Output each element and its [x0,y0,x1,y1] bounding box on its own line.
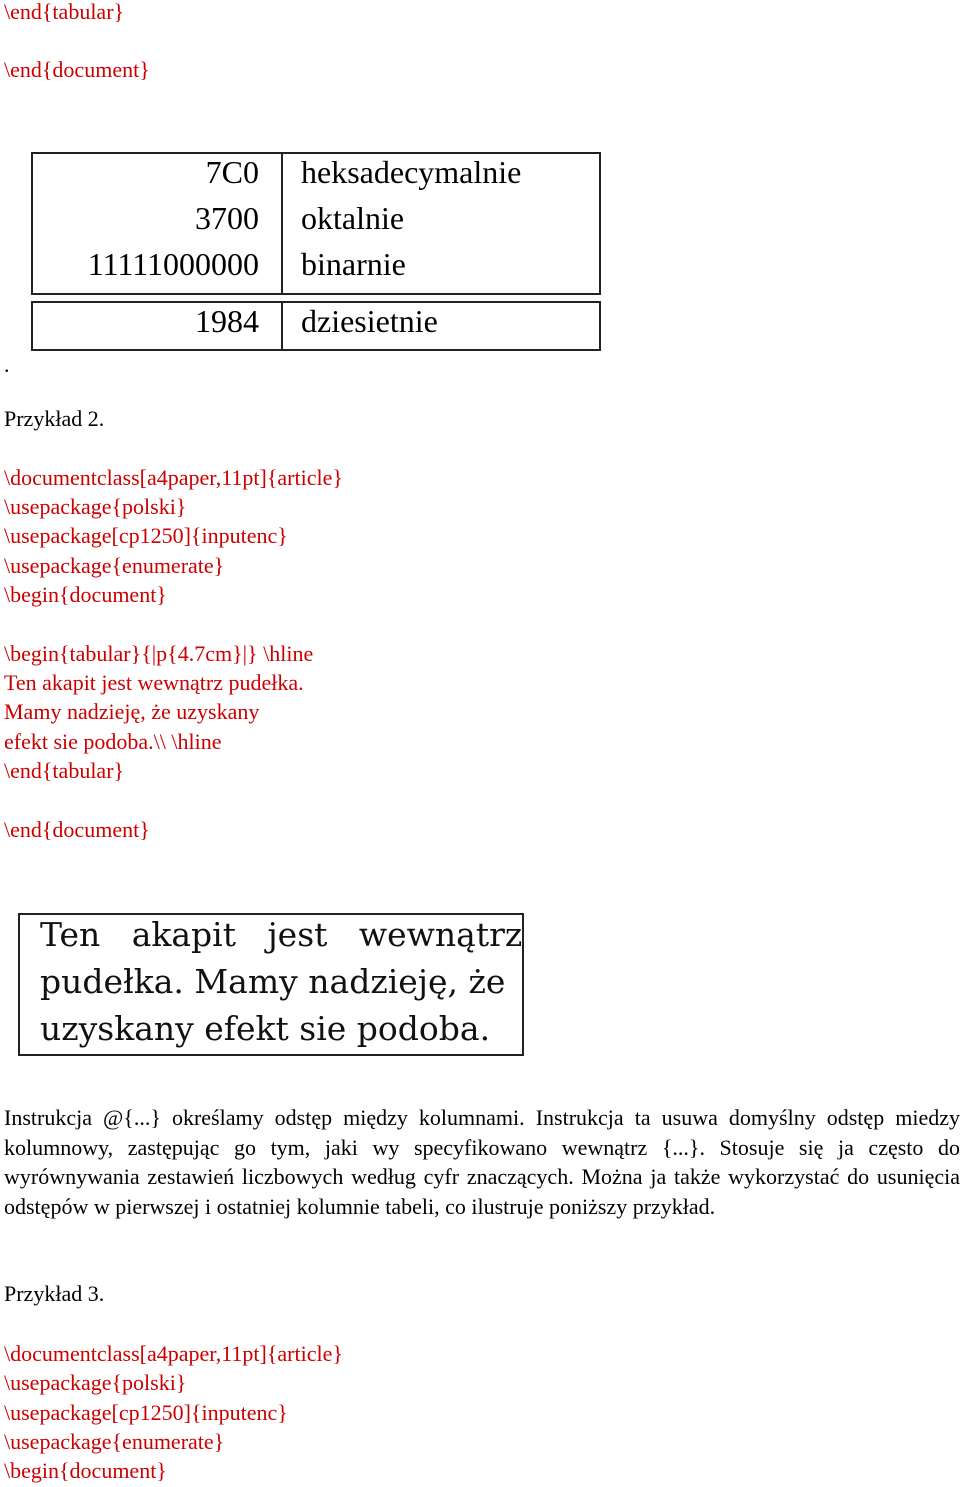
code-line: \begin{tabular}{|p{4.7cm}|} \hline [4,641,314,666]
code-line: \end{document} [4,817,150,842]
box-text-line: uzyskany efekt sie podoba. [40,1009,491,1048]
stray-dot: . [4,352,10,377]
box-text-line: Ten akapit jest wewnątrz [40,915,523,954]
table-cell-number: 1984 [195,303,259,339]
rendered-table-number-systems [31,152,601,295]
example3-heading: Przykład 3. [4,1281,105,1306]
code-end-tabular: \end{tabular} [4,0,125,24]
table-cell-number: 3700 [195,200,259,236]
table-cell-word: binarnie [301,246,406,282]
table-cell-word: dziesietnie [301,303,438,339]
code-line: \usepackage{polski} [4,1370,187,1395]
rendered-table-decimal-row [31,301,601,351]
code-line: \end{tabular} [4,758,125,783]
code-line: \begin{document} [4,1458,167,1483]
code-line: \usepackage{enumerate} [4,1429,225,1454]
example2-heading: Przykład 2. [4,406,105,431]
rendered-paragraph-box [18,913,524,1056]
code-line: efekt sie podoba.\\ \hline [4,729,222,754]
table-cell-word: oktalnie [301,200,405,236]
code-end-document: \end{document} [4,57,150,82]
table-column-divider [281,154,283,293]
code-line: \begin{document} [4,582,167,607]
code-line: \usepackage{polski} [4,494,187,519]
instruction-paragraph: Instrukcja @{...} określamy odstęp między kolumnami. Instrukcja ta usuwa domyślny odstęp miedzy kolumnowy, zastępując go tym, jaki wy specyfikowano wewnątrz {...}. Stosuje się ja często do wyrównywania zestawień liczbowych według cyfr znaczących. Można ja także wykorzystać do usunięcia odstępów w pierwszej i ostatniej kolumnie tabeli, co ilustruje poniższy przykład. [4,1105,960,1219]
box-text-line: pudełka. Mamy nadzieję, że [40,962,506,1001]
code-line: \usepackage[cp1250]{inputenc} [4,523,288,548]
code-line: \usepackage[cp1250]{inputenc} [4,1400,288,1425]
table-cell-word: heksadecymalnie [301,154,522,190]
code-line: \usepackage{enumerate} [4,553,225,578]
table-column-divider [281,303,283,349]
code-line: Ten akapit jest wewnątrz pudełka. [4,670,304,695]
table-cell-number: 7C0 [205,154,259,190]
code-line: \documentclass[a4paper,11pt]{article} [4,465,343,490]
code-line: \documentclass[a4paper,11pt]{article} [4,1341,343,1366]
code-line: Mamy nadzieję, że uzyskany [4,699,260,724]
table-cell-number: 11111000000 [87,246,259,282]
